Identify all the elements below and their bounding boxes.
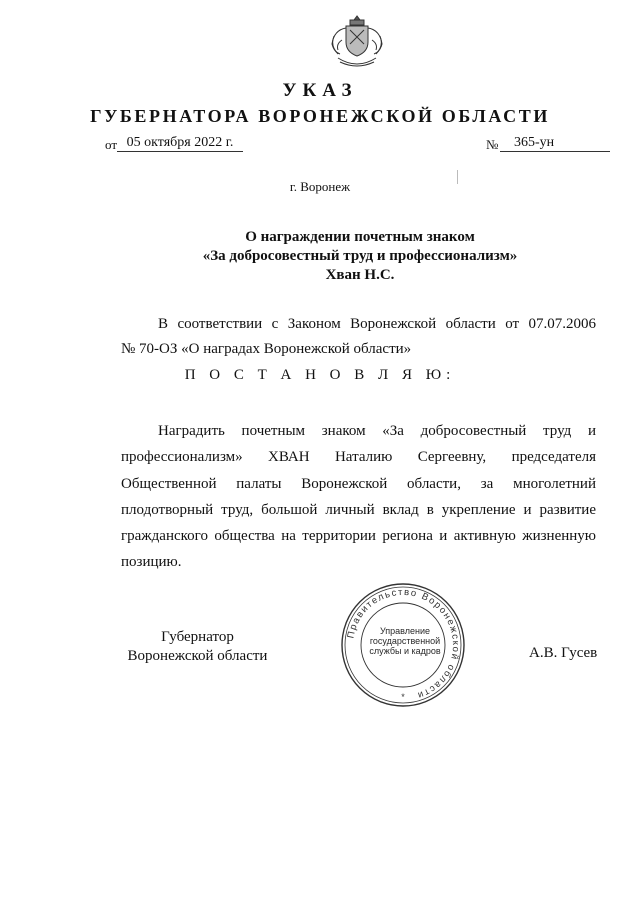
document-date: 05 октября 2022 г. [117, 135, 243, 152]
position-line: Губернатор [161, 629, 234, 645]
seal-inner-line: службы и кадров [369, 646, 441, 656]
document-title: УКАЗ [282, 80, 358, 101]
document-subtitle: ГУБЕРНАТОРА ВОРОНЕЖСКОЙ ОБЛАСТИ [90, 106, 550, 126]
number-prefix: № [486, 137, 499, 152]
number-field [486, 135, 555, 153]
subject-heading [100, 228, 620, 285]
seal-inner-line: Управление [379, 626, 431, 636]
seal-inner-text [363, 626, 447, 656]
decree-body [121, 418, 596, 576]
document-number: 365-ун [500, 135, 610, 152]
seal-star: * [401, 692, 405, 702]
signatory-position [110, 628, 285, 666]
basis-line: № 70-ОЗ «О наградах Воронежской области» [121, 341, 412, 357]
subject-line: Хван Н.С. [325, 267, 395, 283]
body-line: Наградить почетным знаком «За добросовестный труд и [158, 423, 596, 439]
coat-of-arms-emblem [326, 14, 388, 72]
decree-heading: П О С Т А Н О В Л Я Ю: [184, 367, 456, 383]
date-field [105, 135, 234, 153]
date-prefix: от [105, 137, 118, 152]
body-line: позицию. [121, 554, 182, 571]
body-line: плодотворный труд, большой личный вклад в укрепление и развитие [121, 501, 596, 518]
seal-inner-line: государственной [369, 636, 441, 646]
body-line: профессионализм» ХВАН Наталию Сергеевну, председателя [121, 449, 596, 466]
position-line: Воронежской области [127, 648, 268, 664]
body-line: Общественной палаты Воронежской области, за многолетний [121, 475, 596, 492]
subject-line: «За добросовестный труд и профессионализм» [202, 248, 518, 264]
body-line: гражданского общества на территории региона и активную жизненную [121, 528, 596, 545]
basis-line: В соответствии с Законом Воронежской области от 07.07.2006 [158, 316, 596, 332]
subject-line: О награждении почетным знаком [245, 229, 475, 245]
signatory-name: А.В. Гусев [529, 645, 598, 661]
seal-outer-text: Правительство Воронежской области [345, 586, 462, 701]
city-line: г. Воронеж [289, 179, 351, 194]
